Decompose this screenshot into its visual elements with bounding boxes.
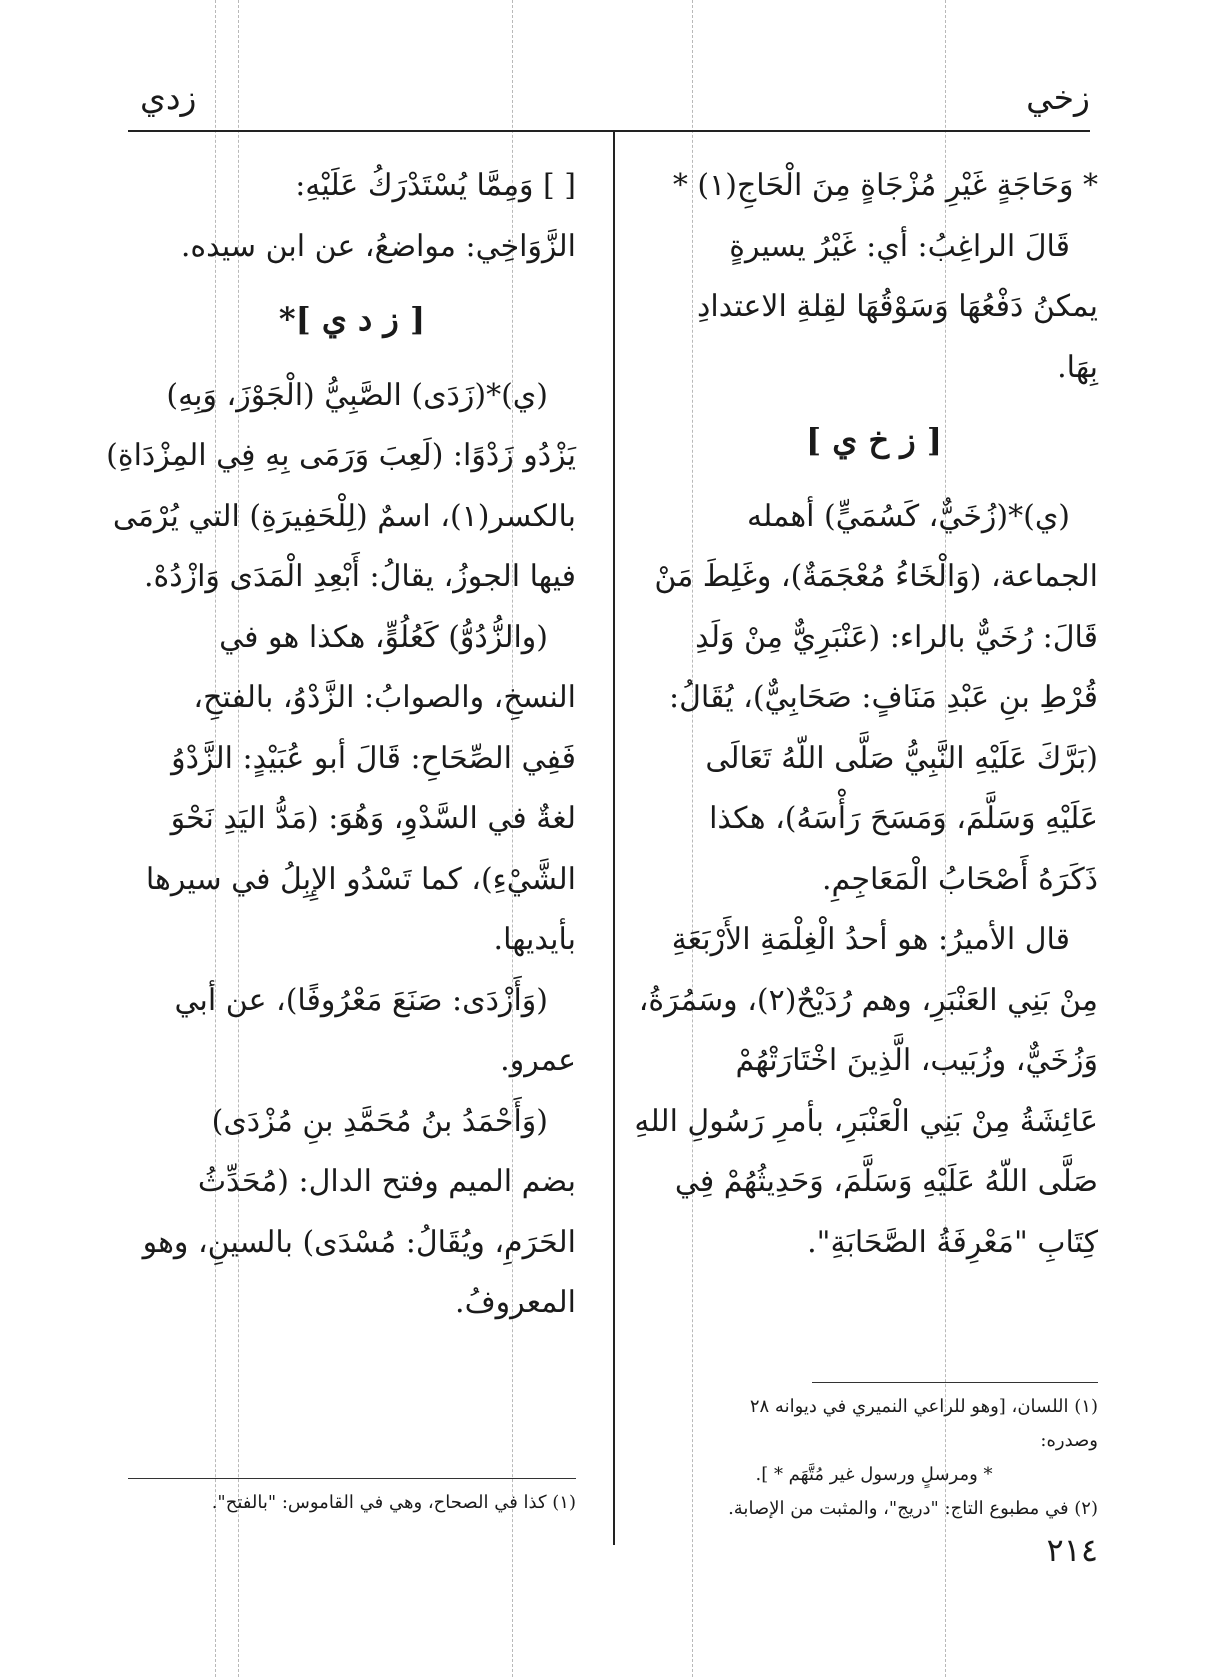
text-line: قُرْطِ بنِ عَبْدِ مَنَافٍ: صَحَابِيٌّ)، يُقَالُ: (669, 680, 1098, 715)
text-line: (وَأَزْدَى: صَنَعَ مَعْرُوفًا)، عن أبي (174, 982, 548, 1018)
text-line: عَلَيْهِ وَسَلَّمَ، وَمَسَحَ رَأْسَهُ)، هكذا (709, 801, 1098, 836)
footnote-rule-right (812, 1382, 1098, 1383)
text-line: صَلَّى اللّهُ عَلَيْهِ وَسَلَّمَ، وَحَدِيثُهُمْ فِي (674, 1164, 1098, 1199)
footnote: (١) اللسان، [وهو للراعي النميري في ديوانه ٢٨ (749, 1396, 1098, 1417)
entry-heading: [ ز د ي ]* (278, 300, 426, 338)
text-line: يَزْدُو زَدْوًا: (لَعِبَ وَرَمَى بِهِ فِي المِزْدَاةِ) (106, 438, 576, 473)
footnotes-left (128, 1486, 576, 1520)
text-line: (والزُّدُوُّ) كَعُلُوٍّ، هكذا هو في (219, 619, 548, 655)
text-line: فيها الجوزُ، يقالُ: أَبْعِدِ الْمَدَى وَازْدُهْ. (144, 559, 576, 594)
text-line: فَفِي الصِّحَاحِ: قَالَ أبو عُبَيْدٍ: الزَّدْوُ (171, 740, 576, 776)
header-word-right: زخي (1026, 78, 1090, 117)
text-line: النسخِ، والصوابُ: الزَّدْوُ، بالفتحِ، (193, 680, 576, 715)
text-line: مِنْ بَنِي العَنْبَرِ، وهم رُدَيْحٌ(٢)، وسَمُرَةُ، (638, 982, 1098, 1018)
header-word-left: زدي (140, 78, 197, 117)
text-line: الجماعة، (وَالْخَاءُ مُعْجَمَةٌ)، وغَلِطَ مَنْ (654, 559, 1098, 594)
text-line: المعروفُ. (455, 1285, 576, 1320)
header-rule (128, 130, 1090, 132)
text-line: عَائِشَةُ مِنْ بَنِي الْعَنْبَرِ، بأمرِ رَسُولِ اللهِ (634, 1103, 1098, 1139)
text-line: (بَرَّكَ عَلَيْهِ النَّبِيُّ صَلَّى اللّهُ تَعَالَى (705, 740, 1098, 776)
text-line: بضم الميم وفتح الدال: (مُحَدِّثُ (197, 1164, 576, 1199)
text-line: (ي)*(زُخَيٌّ، كَسُمَيٍّ) أهمله (747, 498, 1070, 534)
text-line: قال الأميرُ: هو أحدُ الْغِلْمَةِ الأَرْبَعَةِ (671, 922, 1070, 957)
text-line: بالكسر(١)، اسمٌ (لِلْحَفِيرَةِ) التي يُرْمَى (112, 498, 576, 534)
text-line: (ي)*(زَدَى) الصَّبِيُّ (الْجَوْزَ، وَبِهِ) (166, 377, 548, 413)
text-line: بِهَا. (1057, 349, 1098, 385)
text-line: قَالَ الراغِبُ: أي: غَيْرُ يسيرةٍ (729, 228, 1070, 264)
text-line: * وَحَاجَةٍ غَيْرِ مُزْجَاةٍ مِنَ الْحَاجِ(١) * (672, 168, 1098, 203)
text-line: عمرو. (500, 1043, 576, 1078)
left-column (106, 156, 576, 1334)
page-number: ٢١٤ (1046, 1531, 1098, 1569)
text-line: [ ] وَمِمَّا يُسْتَدْرَكُ عَلَيْهِ: (295, 168, 576, 203)
entry-heading: [ ز خ ي ] (806, 421, 942, 459)
text-line: (وَأَحْمَدُ بنُ مُحَمَّدِ بنِ مُزْدَى) (211, 1103, 548, 1139)
text-line: وَزُخَيٌّ، وزُبَيب، الَّذِينَ اخْتَارَتْهُمْ (735, 1043, 1098, 1078)
text-line: الحَرَمِ، ويُقَالُ: مُسْدَى) بالسينِ، وهو (142, 1224, 576, 1260)
text-line: قَالَ: رُخَيٌّ بالراء: (عَنْبَرِيٌّ مِنْ وَلَدِ (695, 619, 1098, 655)
text-line: بأيديها. (493, 922, 576, 957)
text-line: الزَّوَاخِي: مواضعُ، عن ابن سيده. (180, 228, 576, 264)
footnote: (٢) في مطبوع التاج: "دريج"، والمثبت من الإصابة. (728, 1498, 1098, 1519)
page-header (128, 70, 1090, 130)
footnotes-right (650, 1390, 1098, 1526)
text-line: يمكنُ دَفْعُهَا وَسَوْقُهَا لقِلةِ الاعتدادِ (697, 289, 1098, 324)
footnote: * ومرسلٍ ورسول غير مُتَّهَم * ]. (755, 1464, 993, 1485)
right-column (634, 156, 1098, 1273)
text-line: كِتَابِ "مَعْرِفَةُ الصَّحَابَةِ". (807, 1224, 1098, 1260)
footnote: وصدره: (1040, 1430, 1098, 1451)
text-line: لغةٌ في السَّدْوِ، وَهُوَ: (مَدُّ اليَدِ نَحْوَ (170, 801, 576, 836)
text-line: الشَّيْءِ)، كما تَسْدُو الإِبِلُ في سيرها (145, 861, 576, 897)
column-divider (613, 131, 615, 1545)
footnote: (١) كذا في الصحاح، وهي في القاموس: "بالفتح". (211, 1492, 576, 1513)
footnote-rule-left (128, 1478, 576, 1479)
text-line: ذَكَرَهُ أَصْحَابُ الْمَعَاجِمِ. (821, 861, 1098, 897)
